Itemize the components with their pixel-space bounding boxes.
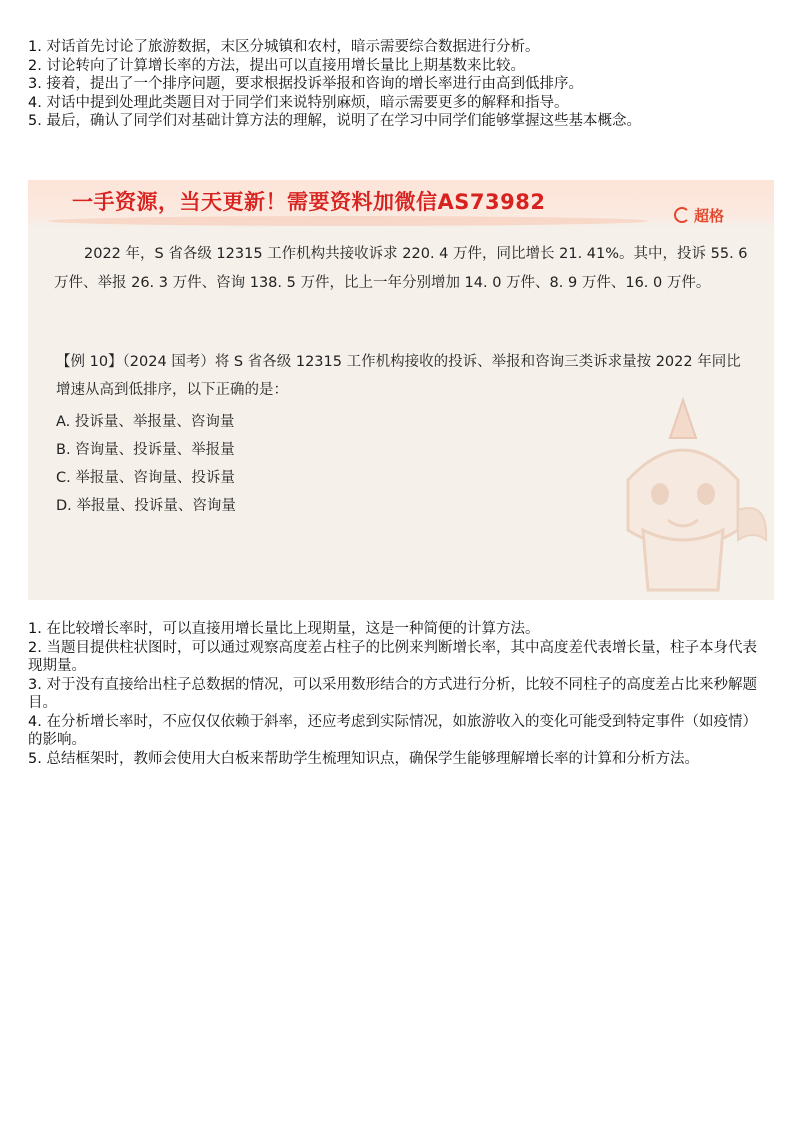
summary-item: 1. 在比较增长率时，可以直接用增长量比上现期量，这是一种简便的计算方法。 bbox=[28, 621, 540, 637]
summary-item: 1. 对话首先讨论了旅游数据，末区分城镇和农村，暗示需要综合数据进行分析。 bbox=[28, 39, 540, 55]
summary-item: 5. 最后，确认了同学们对基础计算方法的理解，说明了在学习中同学们能够掌握这些基本概念。 bbox=[28, 113, 641, 129]
summary-item: 4. 对话中提到处理此类题目对于同学们来说特别麻烦，暗示需要更多的解释和指导。 bbox=[28, 94, 569, 111]
option-a: A. 投诉量、举报量、咨询量 bbox=[56, 414, 235, 430]
brand-g-icon bbox=[674, 207, 690, 223]
banner-title: 一手资源，当天更新！需要资料加微信AS73982 bbox=[72, 190, 546, 214]
data-passage: 2022 年，S 省各级 12315 工作机构共接收诉求 220. 4 万件，同比增长 21. 41%。其中，投诉 55. 6 万件、举报 26. 3 万件、咨询 138. 5 万件，比上一年分别增加 14. 0 万件、8. 9 万件、16. 0 万件。 bbox=[54, 246, 748, 291]
summary-item: 3. 对于没有直接给出柱子总数据的情况，可以采用数形结合的方式进行分析，比较不同柱子的高度差占比来秒解题目。 bbox=[28, 676, 757, 711]
mascot-watermark-icon bbox=[588, 390, 774, 600]
summary-item: 4. 在分析增长率时，不应仅仅依赖于斜率，还应考虑到实际情况，如旅游收入的变化可能受到特定事件（如疫情）的影响。 bbox=[28, 713, 757, 748]
option-d: D. 举报量、投诉量、咨询量 bbox=[56, 498, 236, 514]
brand-name: 超格 bbox=[693, 206, 724, 225]
slide-banner bbox=[28, 180, 774, 228]
option-b: B. 咨询量、投诉量、举报量 bbox=[56, 442, 235, 458]
answer-options bbox=[56, 408, 236, 520]
option-c: C. 举报量、咨询量、投诉量 bbox=[56, 470, 235, 486]
summary-item: 5. 总结框架时，教师会使用大白板来帮助学生梳理知识点，确保学生能够理解增长率的计算和分析方法。 bbox=[28, 750, 699, 767]
summary-list-bottom bbox=[28, 620, 768, 768]
banner-swoosh bbox=[48, 216, 648, 226]
summary-list-top bbox=[28, 38, 768, 131]
summary-item: 3. 接着，提出了一个排序问题，要求根据投诉举报和咨询的增长率进行由高到低排序。 bbox=[28, 76, 583, 92]
brand-logo bbox=[674, 204, 724, 226]
question-text: 【例 10】（2024 国考）将 S 省各级 12315 工作机构接收的投诉、举报和咨询三类诉求量按 2022 年同比增速从高到低排序，以下正确的是： bbox=[56, 354, 741, 398]
lecture-slide bbox=[28, 180, 774, 600]
summary-item: 2. 当题目提供柱状图时，可以通过观察高度差占柱子的比例来判断增长率，其中高度差代表增长量，柱子本身代表现期量。 bbox=[28, 639, 757, 674]
summary-item: 2. 讨论转向了计算增长率的方法，提出可以直接用增长量比上期基数来比较。 bbox=[28, 57, 525, 74]
